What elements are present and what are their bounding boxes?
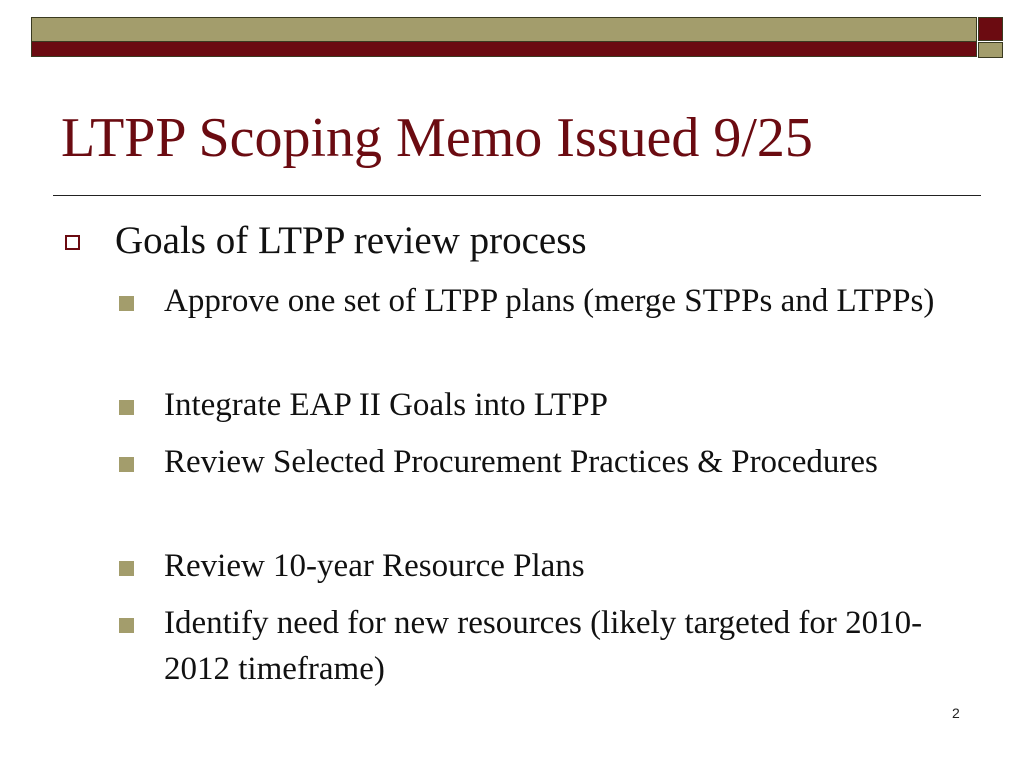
square-bullet-icon — [119, 457, 134, 472]
page-number: 2 — [952, 705, 960, 721]
bullet-level2: Integrate EAP II Goals into LTPP — [164, 387, 608, 423]
bullet-level2: Review 10-year Resource Plans — [164, 548, 585, 584]
square-bullet-icon — [119, 561, 134, 576]
square-bullet-icon — [119, 296, 134, 311]
slide-title: LTPP Scoping Memo Issued 9/25 — [61, 107, 813, 169]
bullet-level2: Review Selected Procurement Practices & Procedures — [164, 444, 878, 480]
bullet-level1: Goals of LTPP review process — [115, 219, 587, 262]
bullet-level2: Approve one set of LTPP plans (merge STPPs and LTPPs) — [164, 283, 935, 319]
square-bullet-icon — [119, 400, 134, 415]
bullet-level2: Identify need for new resources (likely targeted for 2010-2012 timeframe) — [164, 605, 923, 687]
hollow-square-bullet-icon — [65, 235, 80, 250]
square-bullet-icon — [119, 618, 134, 633]
